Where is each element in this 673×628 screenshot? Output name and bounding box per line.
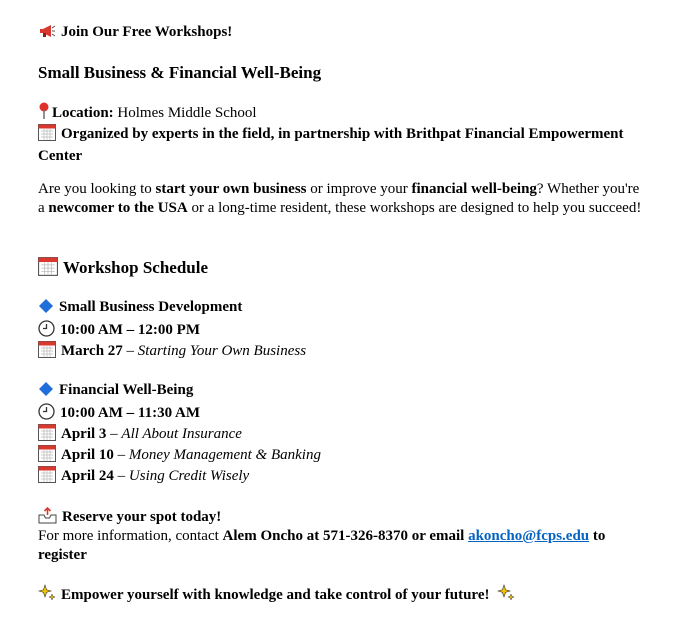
session-topic: All About Insurance [121,426,242,442]
location-line [38,102,257,126]
track-time-text: 10:00 AM – 12:00 PM [60,322,200,338]
location-label: Location: [52,105,114,121]
contact-name-phone: Alem Oncho at 571-326-8370 or email [222,528,469,544]
calendar-icon [38,445,56,468]
announcement-line [38,23,232,45]
intro-bold-3: newcomer to the USA [48,200,188,216]
closing-text: Empower yourself with knowledge and take control of your future! [61,587,490,603]
sparkles-icon [497,584,515,608]
organized-by-line [38,124,648,166]
session-topic: Using Credit Wisely [128,468,250,484]
track-name [38,298,242,320]
session-date: March 27 [61,343,123,359]
track-name-text: Small Business Development [59,299,243,315]
contact-intro: For more information, contact [38,528,223,544]
clock-icon [38,320,55,343]
announcement-text: Join Our Free Workshops! [61,24,233,40]
track-time-text: 10:00 AM – 11:30 AM [60,405,200,421]
track-name [38,381,193,403]
closing-line [38,584,520,608]
location-value: Holmes Middle School [117,105,257,121]
calendar-icon [38,124,56,147]
session-item [38,424,242,447]
intro-text-4: or a long-time resident, these workshops are designed to help you succeed! [187,200,642,216]
calendar-icon [38,257,58,280]
session-item [38,466,249,489]
session-item [38,445,321,468]
session-dash: – [106,426,122,442]
schedule-heading [38,257,208,280]
page-title: Small Business & Financial Well-Being [38,63,322,82]
track-name-text: Financial Well-Being [59,382,194,398]
intro-bold-2: financial well-being [411,181,537,197]
session-item [38,341,306,364]
intro-text-1: Are you looking to [38,181,156,197]
schedule-heading-text: Workshop Schedule [63,258,209,277]
session-date: April 24 [61,468,114,484]
calendar-icon [38,341,56,364]
intro-bold-1: start your own business [155,181,307,197]
intro-text-2: or improve your [306,181,412,197]
email-link[interactable]: akoncho@fcps.edu [468,528,590,544]
session-topic: Starting Your Own Business [137,343,307,359]
calendar-icon [38,424,56,447]
session-dash: – [113,447,129,463]
diamond-icon [38,381,54,403]
contact-register: to register [38,528,606,563]
track-time [38,320,200,343]
intro-text-3: ? Whether you're a [38,181,640,216]
contact-line [38,527,648,565]
session-topic: Money Management & Banking [128,447,321,463]
session-date: April 3 [61,426,107,442]
organized-by-text: Organized by experts in the field, in partnership with Brithpat Financial Empowerment Center [38,126,624,164]
session-dash: – [122,343,138,359]
intro-paragraph [38,180,648,218]
calendar-icon [38,466,56,489]
session-dash: – [113,468,129,484]
reserve-text: Reserve your spot today! [62,509,222,525]
megaphone-icon [38,23,56,45]
sparkles-icon [38,584,56,608]
clock-icon [38,403,55,426]
session-date: April 10 [61,447,114,463]
diamond-icon [38,298,54,320]
pin-icon [38,102,50,126]
track-time [38,403,200,426]
